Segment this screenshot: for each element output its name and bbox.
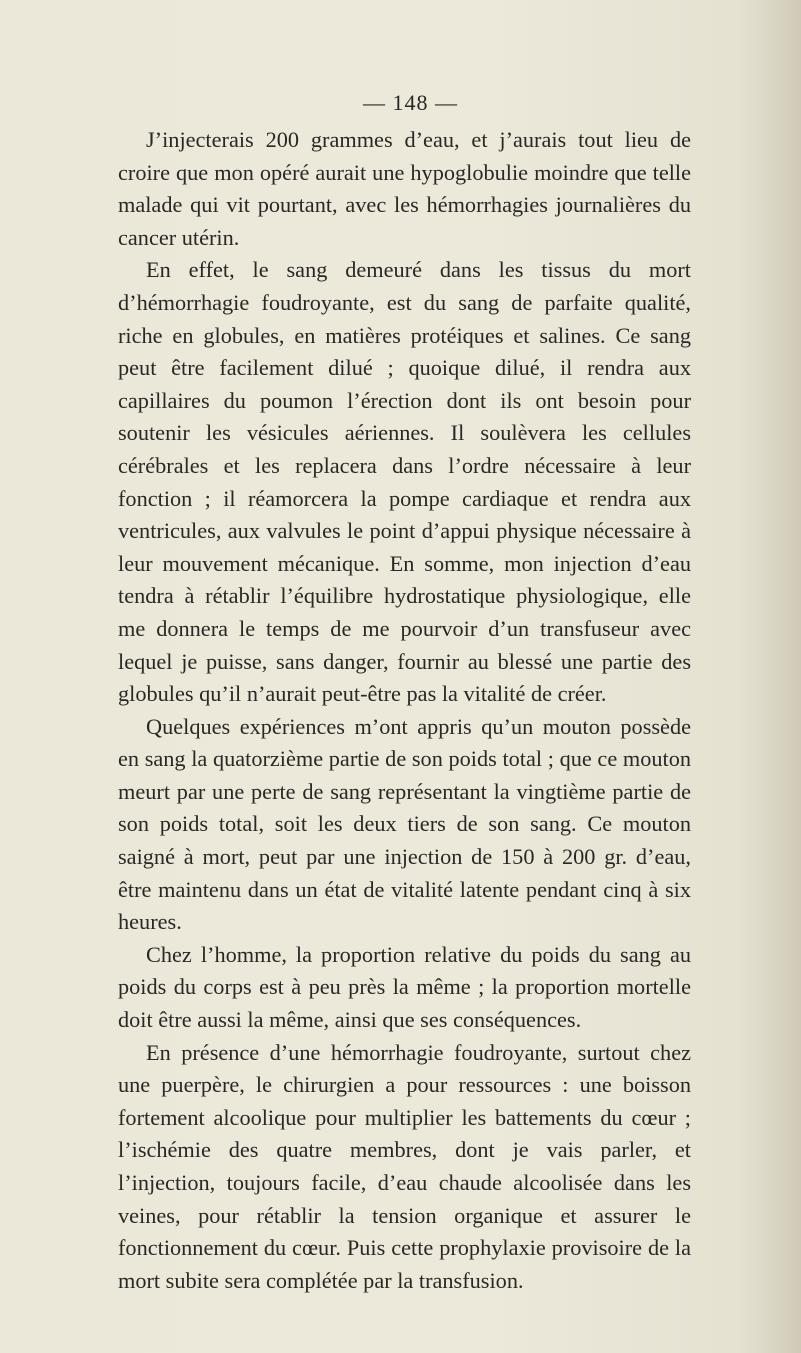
paragraph-5: En présence d’une hémorrhagie foudroyante, surtout chez une puerpère, le chirurgien a pour ressources : une boisson fortement alcoolique pour multiplier les battements du cœur ; l’ischémie des quatre membres, dont je vais parler, et l’injection, toujours facile, d’eau chaude alcoolisée dans les veines, pour rétablir la tension organique et assurer le fonctionnement du cœur. Puis cette prophylaxie provisoire de la mort subite sera complétée par la transfusion. (118, 1039, 691, 1293)
paragraph-3: Quelques expériences m’ont appris qu’un mouton possède en sang la quatorzième partie de son poids total ; que ce mouton meurt par une perte de sang représentant la vingtième partie de son poids total, soit les deux tiers de son sang. Ce mouton saigné à mort, peut par une injection de 150 à 200 gr. d’eau, être maintenu dans un état de vitalité latente pendant cinq à six heures. (118, 713, 691, 935)
page-number: — 148 — (363, 90, 458, 115)
paragraph-1: J’injecterais 200 grammes d’eau, et j’aurais tout lieu de croire que mon opéré aurait une hypoglobulie moindre que telle malade qui vit pourtant, avec les hémorrhagies journalières du cancer utérin. (118, 127, 691, 250)
paragraph-4: Chez l’homme, la proportion relative du poids du sang au poids du corps est à peu près la même ; la proportion mortelle doit être aussi la même, ainsi que ses conséquences. (118, 941, 691, 1033)
paragraph-2: En effet, le sang demeuré dans les tissus du mort d’hémorrhagie foudroyante, est du sang de parfaite qualité, riche en globules, en matières protéiques et salines. Ce sang peut être facilement dilué ; quoique dilué, il rendra aux capillaires du poumon l’érection dont ils ont besoin pour soutenir les vésicules aériennes. Il soulèvera les cellules cérébrales et les replacera dans l’ordre nécessaire à leur fonction ; il réamorcera la pompe cardiaque et rendra aux ventricules, aux valvules le point d’appui physique nécessaire à leur mouvement mécanique. En somme, mon injection d’eau tendra à rétablir l’équilibre hydrostatique physiologique, elle me donnera le temps de me pourvoir d’un transfuseur avec lequel je puisse, sans danger, fournir au blessé une partie des globules qu’il n’aurait peut-être pas la vitalité de créer. (118, 257, 691, 707)
body-text (118, 124, 691, 1297)
